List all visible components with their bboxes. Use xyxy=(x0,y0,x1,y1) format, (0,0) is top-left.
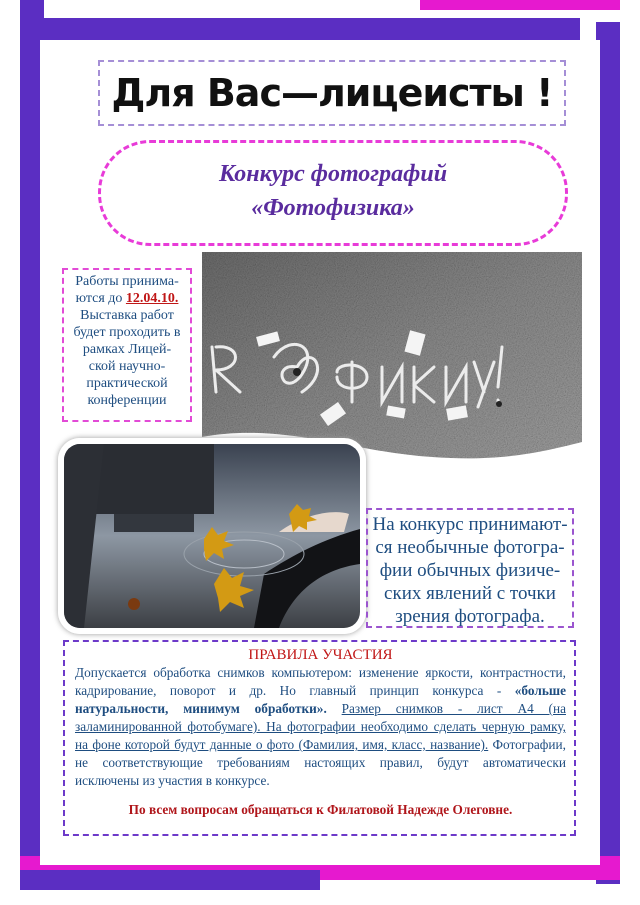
rules-text-intro: Допускается обработка снимков компьютером: изменение яркости, контрастности, кадрирование, поворот и др. Но главный принцип конкурса - xyxy=(75,665,566,698)
rules-size-requirements: Размер снимков - лист А4 (на заламинированной фотобумаге). На фотографии необходимо сделать черную рамку, на фоне которой будут данные о фото (Фамилия, имя, класс, название). xyxy=(75,701,566,752)
works-line: рамках Лицей- xyxy=(82,342,172,357)
border-bottom-violet xyxy=(20,870,320,890)
contest-oval xyxy=(98,140,568,246)
water-photo-image xyxy=(64,444,360,628)
page-title: Для Вас—лицеисты ! xyxy=(111,71,553,115)
rules-box xyxy=(63,640,576,836)
phenomena-line: ских явлений с точки xyxy=(384,583,556,604)
works-line: ской научно- xyxy=(88,359,166,374)
chalk-photo xyxy=(202,252,582,467)
works-line: конференции xyxy=(87,393,167,408)
phenomena-line: На конкурс принимают- xyxy=(372,514,568,535)
works-line: Выставка работ xyxy=(80,308,174,323)
phenomena-line: ся необычные фотогра- xyxy=(375,537,565,558)
works-info-box xyxy=(62,268,192,422)
works-line: практической xyxy=(86,376,168,391)
contest-name: «Фотофизика» xyxy=(251,195,415,221)
works-line: будет проходить в xyxy=(73,325,181,340)
phenomena-line: зрения фотографа. xyxy=(395,606,545,627)
border-top-magenta-tip xyxy=(420,0,620,10)
title-box xyxy=(98,60,566,126)
rules-text-end: Фотографии, не соответствующие требованиям настоящих правил, будут автоматически исключены из участия в конкурсе. xyxy=(75,737,566,788)
phenomena-box xyxy=(366,508,574,628)
works-prefix: ются до xyxy=(75,291,126,306)
border-top-violet xyxy=(20,18,580,42)
phenomena-line: фии обычных физиче- xyxy=(379,560,561,581)
works-line xyxy=(66,290,188,307)
rules-principle: «больше натуральности, минимум обработки». xyxy=(75,683,566,716)
deadline-date: 12.04.10. xyxy=(125,291,179,306)
contact-line: По всем вопросам обращаться к Филатовой Надежде Олеговне. xyxy=(128,802,513,817)
rules-paragraph xyxy=(75,664,566,790)
works-line: Работы принима- xyxy=(75,274,179,289)
rules-title: ПРАВИЛА УЧАСТИЯ xyxy=(248,647,393,663)
water-photo xyxy=(58,438,366,634)
chalk-photo-image xyxy=(202,252,582,467)
contest-heading: Конкурс фотографий xyxy=(218,161,448,187)
